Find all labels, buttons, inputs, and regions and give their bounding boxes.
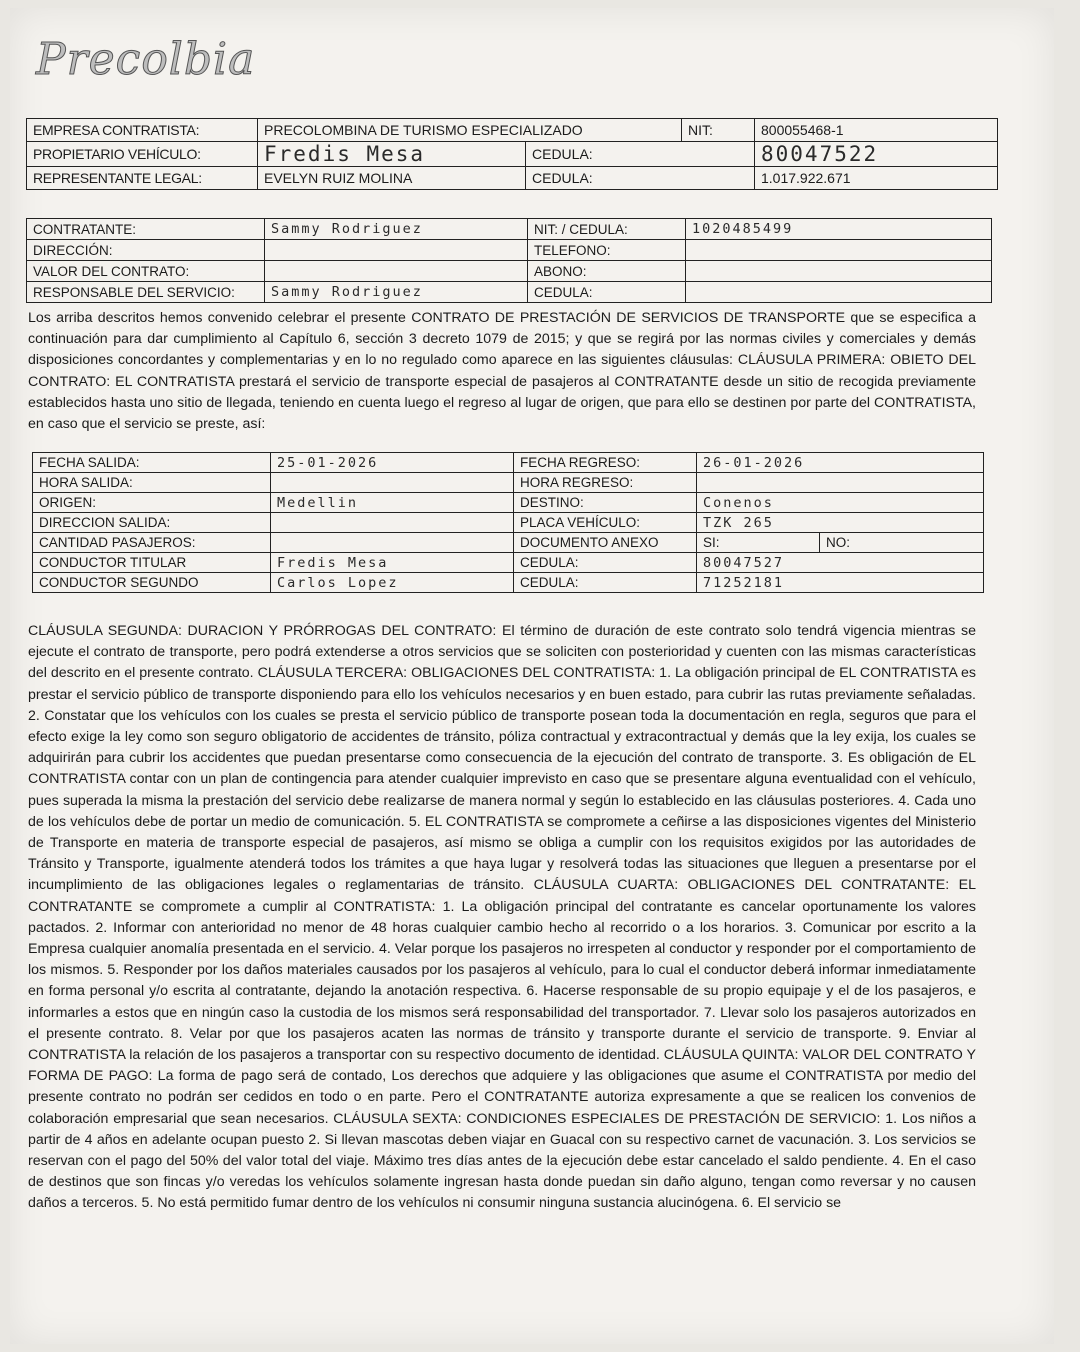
destino-value: Conenos: [697, 493, 984, 513]
abono-value: [686, 261, 992, 282]
cedula1-label: CEDULA:: [526, 142, 755, 167]
nit-cedula-value: 1020485499: [686, 219, 992, 240]
nit-cedula-label: NIT: / CEDULA:: [528, 219, 686, 240]
placa-value: TZK 265: [697, 513, 984, 533]
contratante-value: Sammy Rodriguez: [265, 219, 528, 240]
nit-label: NIT:: [682, 119, 755, 142]
responsable-label: RESPONSABLE DEL SERVICIO:: [27, 282, 265, 303]
placa-label: PLACA VEHÍCULO:: [514, 513, 697, 533]
destino-label: DESTINO:: [514, 493, 697, 513]
responsable-value: Sammy Rodriguez: [265, 282, 528, 303]
contratante-table: [26, 218, 992, 303]
fecha-regreso-label: FECHA REGRESO:: [514, 453, 697, 473]
direccion-value: [265, 240, 528, 261]
documento-label: DOCUMENTO ANEXO: [514, 533, 697, 553]
no-label: NO:: [820, 533, 984, 553]
hora-regreso-label: HORA REGRESO:: [514, 473, 697, 493]
cedula-label: CEDULA:: [528, 282, 686, 303]
valor-label: VALOR DEL CONTRATO:: [27, 261, 265, 282]
fecha-regreso-value: 26-01-2026: [697, 453, 984, 473]
conductor-titular-value: Fredis Mesa: [271, 553, 514, 573]
clauses-body: CLÁUSULA SEGUNDA: DURACION Y PRÓRROGAS DEL CONTRATO: El término de duración de este contrato solo tendrá vigencia mientras se ejecute el contrato de transporte, pero podrá extenderse a otros servicios que se soliciten con posterioridad y cuenten con las mismas características del descrito en el presente contrato. CLÁUSULA TERCERA: OBLIGACIONES DEL CONTRATISTA: 1. La obligación principal de EL CONTRATISTA es prestar el servicio público de transporte disponiendo para ello los vehículos necesarios y en buen estado, para cubrir las rutas previamente señaladas. 2. Constatar que los vehículos con los cuales se presta el servicio público de transporte posean toda la documentación en regla, seguros que para el efecto exige la ley como son seguro obligatorio de accidentes de tránsito, póliza contractual y extracontractual y demás que la ley exija, los cuales se adquirirán para cubrir los accidentes que puedan presentarse como consecuencia de la ejecución del contrato de transporte. 3. Es obligación de EL CONTRATISTA contar con un plan de contingencia para atender cualquier imprevisto en caso que se presentare alguna eventualidad con el vehículo, pues superada la misma la prestación del servicio debe realizarse de manera normal y según lo establecido en las cláusulas posteriores. 4. Cada uno de los vehículos debe de portar un medio de comunicación. 5. EL CONTRATISTA se compromete a ceñirse a las disposiciones vigentes del Ministerio de Transporte en materia de transporte especial de pasajeros, así mismo se obliga a cumplir con los requisitos exigidos por las autoridades de Tránsito y Transporte, igualmente atenderá todos los trámites a que haya lugar y resolverá todas las situaciones que lleguen a presentarse por el incumplimiento de las obligaciones legales o reglamentarias de tránsito. CLÁUSULA CUARTA: OBLIGACIONES DEL CONTRATANTE: EL CONTRATANTE se compromete a cumplir al CONTRATISTA: 1. La obligación principal del contratante es cancelar oportunamente los valores pactados. 2. Informar con anterioridad no menor de 48 horas cualquier cambio hecho al recorrido o a los horarios. 3. Comunicar por escrito a la Empresa cualquier anomalía presentada en el servicio. 4. Velar porque los pasajeros no irrespeten al conductor y responder por el comportamiento de los mismos. 5. Responder por los daños materiales causados por los pasajeros al vehículo, para lo cual el conductor deberá informar inmediatamente en forma personal y/o escrita al contratante, dejando la anotación respectiva. 6. Hacerse responsable de su propio equipaje y el de los pasajeros, e informarles a estos que en ningún caso la custodia de los mismos será responsabilidad del transportador. 7. Llevar solo los pasajeros autorizados en el presente contrato. 8. Velar por que los pasajeros acaten las normas de tránsito y transporte durante el servicio de transporte. 9. Enviar al CONTRATISTA la relación de los pasajeros a transportar con su respectivo documento de identidad. CLÁUSULA QUINTA: VALOR DEL CONTRATO Y FORMA DE PAGO: La forma de pago será de contado, Los derechos que adquiere y las obligaciones que asume el CONTRATISTA por medio del presente contrato no podrán ser cedidos en todo o en parte. Pero el CONTRATANTE autoriza expresamente a que se realicen los convenios de colaboración empresarial que sean necesarios. CLÁUSULA SEXTA: CONDICIONES ESPECIALES DE PRESTACIÓN DE SERVICIO: 1. Los niños a partir de 4 años en adelante ocupan puesto 2. Si llevan mascotas deben viajar en Guacal con su respectivo carnet de vacunación. 3. Los servicios se reservan con el pago del 50% del valor total del viaje. Máximo tres días antes de la ejecución debe estar cancelado el saldo pendiente. 4. En el caso de destinos que son fincas y/o veredas los vehículos solamente ingresan hasta donde puedan sin daño alguno, tengan como reversar y no causen daños a terceros. 5. No está permitido fumar dentro de los vehículos ni consumir ninguna sustancia alucinógena. 6. El servicio se: [28, 623, 976, 1212]
company-logo: Precolbia: [36, 34, 256, 85]
trip-table: [32, 452, 984, 593]
cedula2-value: 1.017.922.671: [755, 167, 998, 190]
nit-value: 800055468-1: [755, 119, 998, 142]
contratante-label: CONTRATANTE:: [27, 219, 265, 240]
conductor-segundo-value: Carlos Lopez: [271, 573, 514, 593]
valor-value: [265, 261, 528, 282]
fecha-salida-value: 25-01-2026: [271, 453, 514, 473]
representante-value: EVELYN RUIZ MOLINA: [258, 167, 526, 190]
propietario-value: Fredis Mesa: [258, 142, 526, 167]
hora-salida-label: HORA SALIDA:: [33, 473, 271, 493]
cedula-segundo-label: CEDULA:: [514, 573, 697, 593]
cedula1-value: 80047522: [755, 142, 998, 167]
hora-salida-value: [271, 473, 514, 493]
company-info-table: [26, 118, 998, 190]
cantidad-label: CANTIDAD PASAJEROS:: [33, 533, 271, 553]
origen-value: Medellin: [271, 493, 514, 513]
conductor-titular-label: CONDUCTOR TITULAR: [33, 553, 271, 573]
empresa-label: EMPRESA CONTRATISTA:: [27, 119, 258, 142]
fecha-salida-label: FECHA SALIDA:: [33, 453, 271, 473]
representante-label: REPRESENTANTE LEGAL:: [27, 167, 258, 190]
cantidad-value: [271, 533, 514, 553]
abono-label: ABONO:: [528, 261, 686, 282]
origen-label: ORIGEN:: [33, 493, 271, 513]
intro-paragraph: Los arriba descritos hemos convenido celebrar el presente CONTRATO DE PRESTACIÓN DE SERVICIOS DE TRANSPORTE que se especifica a continuación para dar cumplimiento al Capítulo 6, sección 3 decreto 1079 de 2015; y que se regirá por las normas civiles y comerciales y demás disposiciones concordantes y complementarias y en lo no regulado como aparece en las siguientes cláusulas: CLÁUSULA PRIMERA: OBIETO DEL CONTRATO: EL CONTRATISTA prestará el servicio de transporte especial de pasajeros al CONTRATANTE desde un sitio de recogida previamente establecidos hasta uno sitio de llegada, teniendo en cuenta luego el regreso al lugar de origen, que para ello se destinen por parte del CONTRATISTA, en caso que el servicio se preste, así:: [28, 310, 976, 433]
si-label: SI:: [697, 533, 820, 553]
conductor-segundo-label: CONDUCTOR SEGUNDO: [33, 573, 271, 593]
hora-regreso-value: [697, 473, 984, 493]
cedula2-label: CEDULA:: [526, 167, 755, 190]
direccion-salida-label: DIRECCION SALIDA:: [33, 513, 271, 533]
cedula-segundo-value: 71252181: [697, 573, 984, 593]
cedula-titular-label: CEDULA:: [514, 553, 697, 573]
direccion-label: DIRECCIÓN:: [27, 240, 265, 261]
telefono-label: TELEFONO:: [528, 240, 686, 261]
direccion-salida-value: [271, 513, 514, 533]
contract-page: [10, 8, 1054, 1344]
propietario-label: PROPIETARIO VEHÍCULO:: [27, 142, 258, 167]
empresa-value: PRECOLOMBINA DE TURISMO ESPECIALIZADO: [258, 119, 682, 142]
telefono-value: [686, 240, 992, 261]
cedula-value: [686, 282, 992, 303]
cedula-titular-value: 80047527: [697, 553, 984, 573]
